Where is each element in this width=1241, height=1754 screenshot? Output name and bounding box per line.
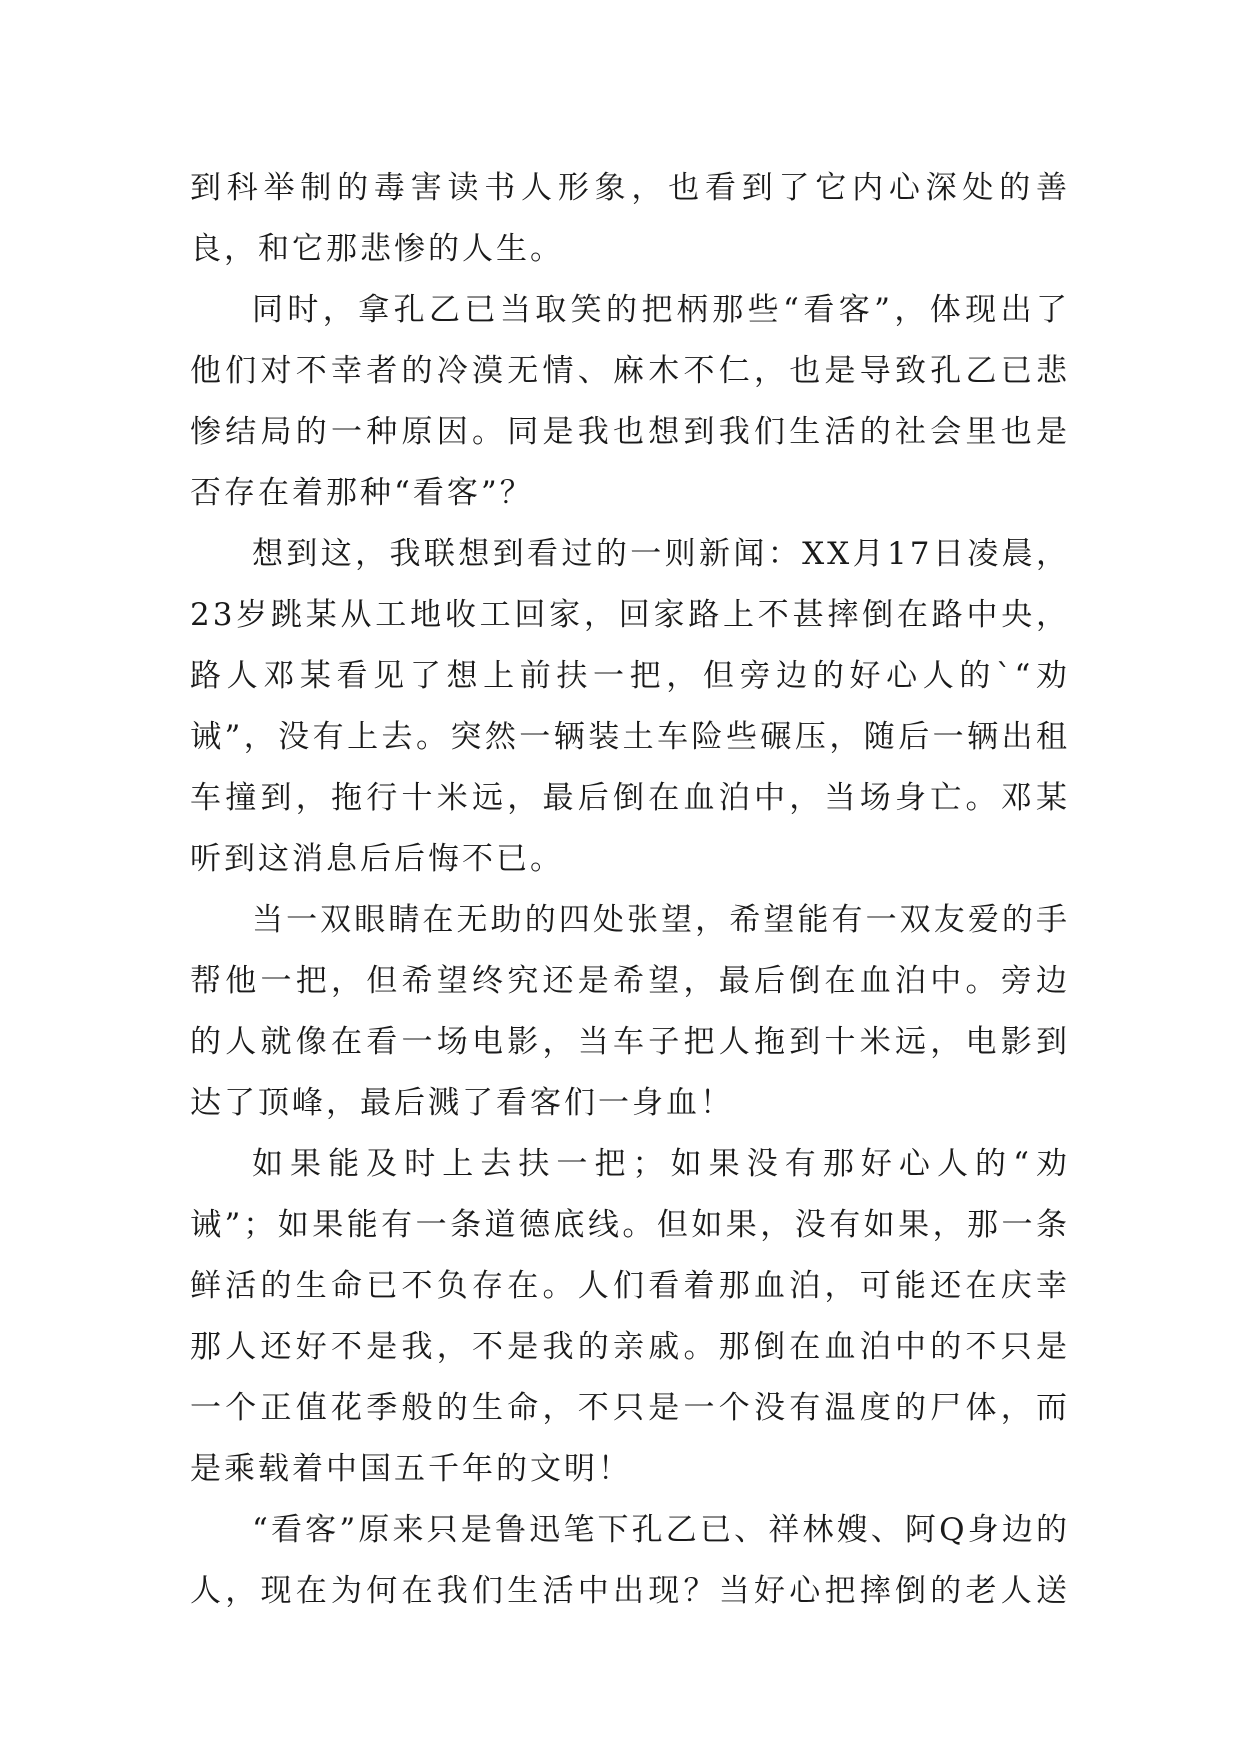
paragraph: 想到这，我联想到看过的一则新闻：XX月17日凌晨，23岁跳某从工地收工回家，回家路上不甚摔倒在路中央，路人邓某看见了想上前扶一把，但旁边的好心人的`“劝诫”，没有上去。突然一辆装土车险些碾压，随后一辆出租车撞到，拖行十米远，最后倒在血泊中，当场身亡。邓某听到这消息后后悔不已。 (190, 536, 1070, 877)
paragraph: 如果能及时上去扶一把；如果没有那好心人的“劝诫”；如果能有一条道德底线。但如果，没有如果，那一条鲜活的生命已不负存在。人们看着那血泊，可能还在庆幸那人还好不是我，不是我的亲戚。那倒在血泊中的不只是一个正值花季般的生命，不只是一个没有温度的尸体，而是乘载着中国五千年的文明！ (190, 1146, 1070, 1487)
document-body (190, 158, 1070, 1622)
paragraph: 到科举制的毒害读书人形象，也看到了它内心深处的善良，和它那悲惨的人生。 (190, 170, 1070, 267)
paragraph: 同时，拿孔乙已当取笑的把柄那些“看客”，体现出了他们对不幸者的冷漠无情、麻木不仁，也是导致孔乙已悲惨结局的一种原因。同是我也想到我们生活的社会里也是否存在着那种“看客”？ (190, 292, 1070, 511)
paragraph: “看客”原来只是鲁迅笔下孔乙已、祥林嫂、阿Q身边的人，现在为何在我们生活中出现？当好心把摔倒的老人送 (190, 1512, 1070, 1609)
paragraph: 当一双眼睛在无助的四处张望，希望能有一双友爱的手帮他一把，但希望终究还是希望，最后倒在血泊中。旁边的人就像在看一场电影，当车子把人拖到十米远，电影到达了顶峰，最后溅了看客们一身血！ (190, 902, 1070, 1121)
